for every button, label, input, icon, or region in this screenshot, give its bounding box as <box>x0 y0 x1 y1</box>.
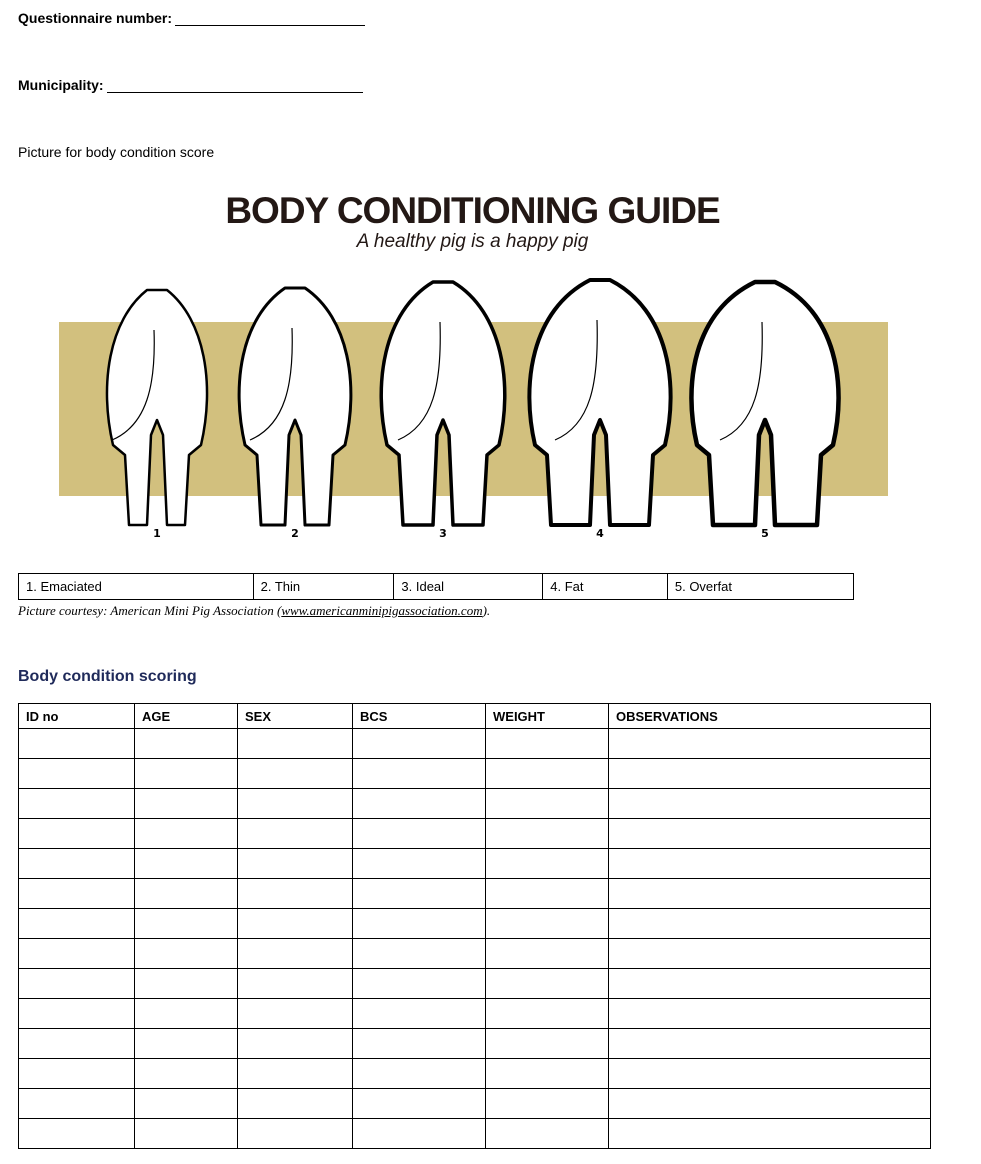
cell-bcs[interactable] <box>353 819 486 849</box>
municipality-line[interactable] <box>107 80 363 93</box>
table-row <box>19 909 931 939</box>
cell-observations[interactable] <box>609 759 931 789</box>
cell-weight[interactable] <box>486 1119 609 1149</box>
cell-observations[interactable] <box>609 969 931 999</box>
table-row <box>19 789 931 819</box>
column-header-age: AGE <box>135 704 238 729</box>
cell-sex[interactable] <box>238 1029 353 1059</box>
questionnaire-number-label: Questionnaire number: <box>18 10 173 26</box>
cell-sex[interactable] <box>238 939 353 969</box>
cell-age[interactable] <box>135 939 238 969</box>
cell-id[interactable] <box>19 969 135 999</box>
cell-weight[interactable] <box>486 759 609 789</box>
table-row <box>19 1119 931 1149</box>
cell-sex[interactable] <box>238 729 353 759</box>
score-label: 3. Ideal <box>394 574 543 600</box>
score-label: 4. Fat <box>543 574 668 600</box>
table-row <box>19 879 931 909</box>
column-header-weight: WEIGHT <box>486 704 609 729</box>
cell-age[interactable] <box>135 729 238 759</box>
cell-bcs[interactable] <box>353 729 486 759</box>
cell-observations[interactable] <box>609 789 931 819</box>
score-label: 1. Emaciated <box>19 574 254 600</box>
cell-weight[interactable] <box>486 879 609 909</box>
cell-bcs[interactable] <box>353 909 486 939</box>
table-row <box>19 999 931 1029</box>
cell-weight[interactable] <box>486 969 609 999</box>
cell-weight[interactable] <box>486 1029 609 1059</box>
column-header-observations: OBSERVATIONS <box>609 704 931 729</box>
section-title: Body condition scoring <box>18 668 197 685</box>
column-header-bcs: BCS <box>353 704 486 729</box>
cell-observations[interactable] <box>609 819 931 849</box>
cell-sex[interactable] <box>238 1119 353 1149</box>
cell-id[interactable] <box>19 819 135 849</box>
cell-sex[interactable] <box>238 759 353 789</box>
pig-number-label: 4 <box>596 527 604 540</box>
guide-title: BODY CONDITIONING GUIDE <box>225 190 720 231</box>
score-labels-table <box>18 573 854 600</box>
cell-bcs[interactable] <box>353 849 486 879</box>
pig-number-label: 3 <box>439 527 447 540</box>
cell-sex[interactable] <box>238 999 353 1029</box>
cell-id[interactable] <box>19 789 135 819</box>
cell-bcs[interactable] <box>353 1119 486 1149</box>
cell-age[interactable] <box>135 819 238 849</box>
cell-weight[interactable] <box>486 789 609 819</box>
cell-id[interactable] <box>19 879 135 909</box>
cell-weight[interactable] <box>486 909 609 939</box>
table-row <box>19 1089 931 1119</box>
cell-bcs[interactable] <box>353 759 486 789</box>
cell-bcs[interactable] <box>353 789 486 819</box>
cell-weight[interactable] <box>486 1089 609 1119</box>
cell-age[interactable] <box>135 969 238 999</box>
cell-observations[interactable] <box>609 1059 931 1089</box>
questionnaire-number-field[interactable] <box>18 10 365 26</box>
cell-age[interactable] <box>135 789 238 819</box>
cell-weight[interactable] <box>486 939 609 969</box>
cell-bcs[interactable] <box>353 1029 486 1059</box>
cell-id[interactable] <box>19 1029 135 1059</box>
table-row <box>19 849 931 879</box>
cell-observations[interactable] <box>609 1119 931 1149</box>
table-row <box>19 729 931 759</box>
cell-bcs[interactable] <box>353 879 486 909</box>
cell-observations[interactable] <box>609 909 931 939</box>
table-row <box>19 1059 931 1089</box>
cell-age[interactable] <box>135 1029 238 1059</box>
cell-sex[interactable] <box>238 789 353 819</box>
municipality-label: Municipality: <box>18 77 104 93</box>
body-condition-table <box>18 703 931 1149</box>
cell-bcs[interactable] <box>353 939 486 969</box>
cell-age[interactable] <box>135 879 238 909</box>
cell-sex[interactable] <box>238 909 353 939</box>
pig-number-label: 2 <box>291 527 299 540</box>
pig-number-label: 5 <box>761 527 769 540</box>
cell-weight[interactable] <box>486 999 609 1029</box>
cell-observations[interactable] <box>609 849 931 879</box>
table-row <box>19 939 931 969</box>
cell-observations[interactable] <box>609 1089 931 1119</box>
questionnaire-number-line[interactable] <box>175 13 365 26</box>
cell-sex[interactable] <box>238 1089 353 1119</box>
cell-sex[interactable] <box>238 819 353 849</box>
cell-bcs[interactable] <box>353 1059 486 1089</box>
score-label: 5. Overfat <box>667 574 853 600</box>
cell-sex[interactable] <box>238 1059 353 1089</box>
column-header-sex: SEX <box>238 704 353 729</box>
cell-sex[interactable] <box>238 849 353 879</box>
cell-weight[interactable] <box>486 729 609 759</box>
cell-id[interactable] <box>19 939 135 969</box>
cell-age[interactable] <box>135 1059 238 1089</box>
cell-observations[interactable] <box>609 879 931 909</box>
cell-weight[interactable] <box>486 819 609 849</box>
cell-id[interactable] <box>19 909 135 939</box>
table-header-row <box>19 704 931 729</box>
cell-bcs[interactable] <box>353 999 486 1029</box>
cell-age[interactable] <box>135 909 238 939</box>
cell-observations[interactable] <box>609 729 931 759</box>
pig-number-label: 1 <box>153 527 161 540</box>
cell-age[interactable] <box>135 759 238 789</box>
courtesy-text: Picture courtesy: American Mini Pig Association ( <box>18 603 282 618</box>
cell-weight[interactable] <box>486 849 609 879</box>
cell-id[interactable] <box>19 729 135 759</box>
cell-id[interactable] <box>19 759 135 789</box>
table-row <box>19 1029 931 1059</box>
cell-age[interactable] <box>135 849 238 879</box>
cell-id[interactable] <box>19 849 135 879</box>
picture-caption: Picture for body condition score <box>18 144 215 160</box>
cell-id[interactable] <box>19 1089 135 1119</box>
cell-observations[interactable] <box>609 939 931 969</box>
cell-id[interactable] <box>19 1059 135 1089</box>
cell-age[interactable] <box>135 1089 238 1119</box>
cell-weight[interactable] <box>486 1059 609 1089</box>
courtesy-end: ). <box>482 603 491 618</box>
table-row <box>19 819 931 849</box>
picture-courtesy <box>18 603 490 619</box>
body-condition-illustration <box>0 260 981 550</box>
cell-bcs[interactable] <box>353 1089 486 1119</box>
cell-age[interactable] <box>135 999 238 1029</box>
cell-id[interactable] <box>19 1119 135 1149</box>
table-row <box>19 969 931 999</box>
guide-subtitle: A healthy pig is a happy pig <box>356 231 589 252</box>
cell-bcs[interactable] <box>353 969 486 999</box>
cell-observations[interactable] <box>609 999 931 1029</box>
score-label: 2. Thin <box>253 574 394 600</box>
courtesy-link[interactable]: www.americanminipigassociation.com <box>281 603 483 618</box>
cell-observations[interactable] <box>609 1029 931 1059</box>
column-header-id: ID no <box>19 704 135 729</box>
cell-id[interactable] <box>19 999 135 1029</box>
cell-age[interactable] <box>135 1119 238 1149</box>
cell-sex[interactable] <box>238 969 353 999</box>
municipality-field[interactable] <box>18 77 363 93</box>
table-row <box>19 759 931 789</box>
cell-sex[interactable] <box>238 879 353 909</box>
